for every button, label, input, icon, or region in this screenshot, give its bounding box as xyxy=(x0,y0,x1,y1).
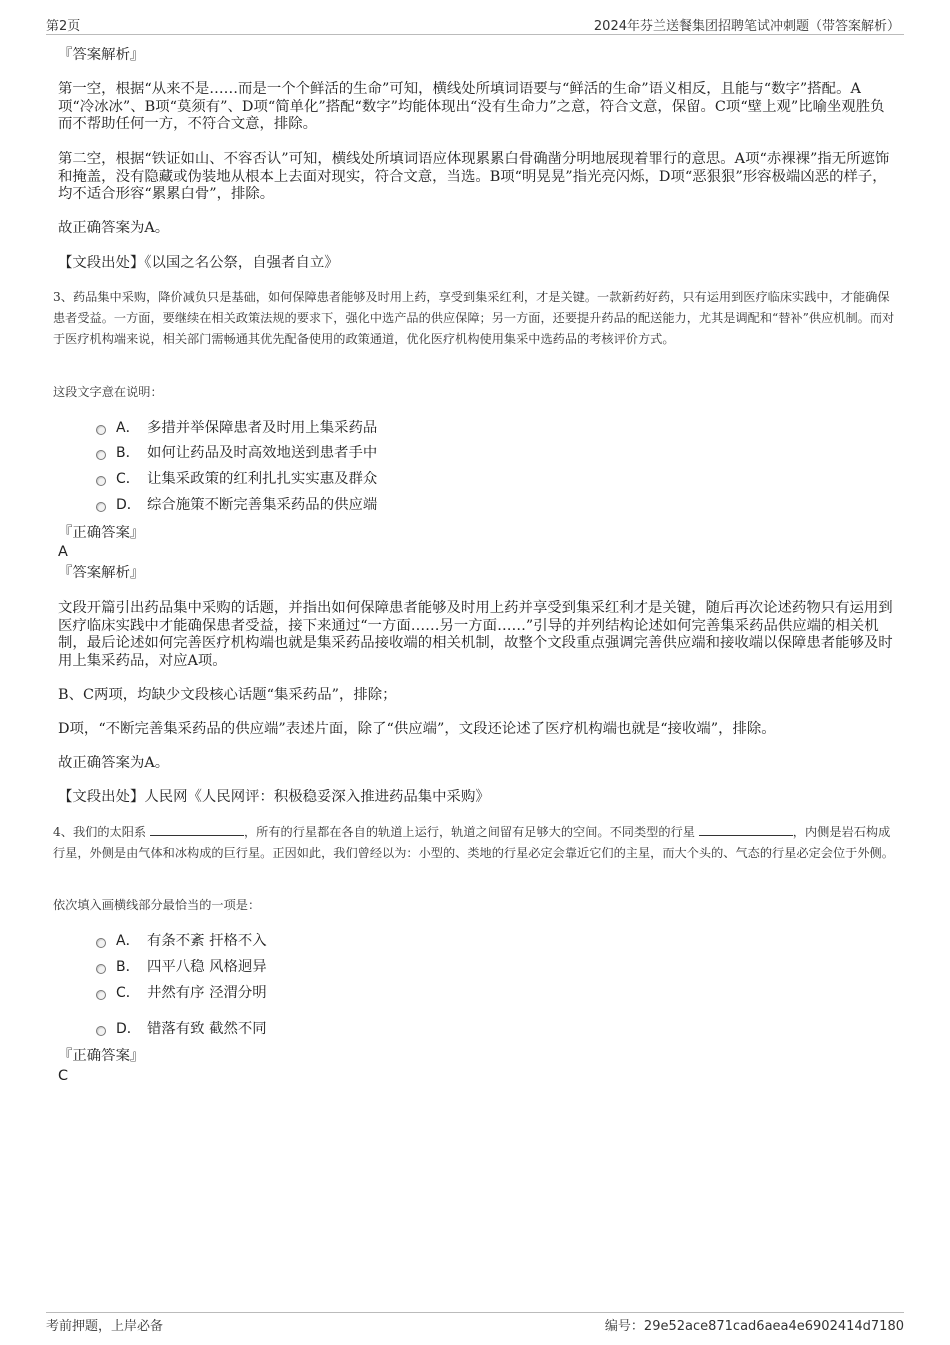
q4-answer: C xyxy=(58,1068,69,1084)
document-id: 编号：29e52ace871cad6aea4e6902414d7180 xyxy=(604,1319,904,1334)
q2-source: 【文段出处】《以国之名公祭，自强者自立》 xyxy=(58,255,339,271)
q3-analysis-label: 『答案解析』 xyxy=(58,565,145,581)
q2-analysis-label: 『答案解析』 xyxy=(58,47,145,63)
q4-answer-label: 『正确答案』 xyxy=(58,1048,145,1064)
q3-analysis-para2: B、C两项，均缺少文段核心话题“集采药品”，排除； xyxy=(58,687,397,703)
q2-conclusion: 故正确答案为A。 xyxy=(58,220,170,236)
page-header xyxy=(46,12,904,35)
document-title: 2024年芬兰送餐集团招聘笔试冲刺题（带答案解析） xyxy=(593,19,900,34)
radio-icon[interactable] xyxy=(96,1026,106,1036)
q2-analysis-para2: 第二空，根据“铁证如山、不容否认”可知，横线处所填词语应体现累累白骨确凿分明地展现着罪行的意思。A项“赤裸裸”指无所遮饰和掩盖，没有隐藏或伪装地从根本上去面对现实，符合文意，当选。B项“明晃晃”指光亮闪烁，D项“恶狠狠”形容极端凶恶的样子，均不适合形容“累累白骨”，排除。 xyxy=(58,151,890,202)
radio-icon[interactable] xyxy=(96,964,106,974)
radio-icon[interactable] xyxy=(96,450,106,460)
fill-blank-2 xyxy=(699,823,793,836)
q4-prompt: 依次填入画横线部分最恰当的一项是： xyxy=(53,898,261,912)
radio-icon[interactable] xyxy=(96,990,106,1000)
page-number: 第2页 xyxy=(46,19,81,34)
radio-icon[interactable] xyxy=(96,938,106,948)
q4-option-b[interactable]: B． 四平八稳 风格迥异 xyxy=(96,958,267,976)
q3-option-a[interactable]: A． 多措并举保障患者及时用上集采药品 xyxy=(96,419,377,437)
q3-analysis-para3: D项，“不断完善集采药品的供应端”表述片面，除了“供应端”，文段还论述了医疗机构端也就是“接收端”，排除。 xyxy=(58,721,776,737)
q3-stem: 3、药品集中采购，降价减负只是基础，如何保障患者能够及时用上药，享受到集采红利，才是关键。一款新药好药，只有运用到医疗临床实践中，才能确保患者受益。一方面，要继续在相关政策法规的要求下，强化中选产品的供应保障；另一方面，还要提升药品的配送能力，尤其是调配和“替补”供应机制。而对于医疗机构端来说，相关部门需畅通其优先配备使用的政策通道，优化医疗机构使用集采中选药品的考核评价方式。 xyxy=(53,290,895,346)
footer-slogan: 考前押题，上岸必备 xyxy=(46,1319,164,1334)
q3-analysis-para1: 文段开篇引出药品集中采购的话题，并指出如何保障患者能够及时用上药并享受到集采红利才是关键，随后再次论述药物只有运用到医疗临床实践中才能确保患者受益，接下来通过“一方面……另一方面……”引导的并列结构论述如何完善集采药品供应端的相关机制，最后论述如何完善医疗机构端也就是集采药品接收端的相关机制，故整个文段重点强调完善供应端和接收端以保障患者能够及时用上集采药品，对应A项。 xyxy=(58,600,893,669)
q3-prompt: 这段文字意在说明： xyxy=(53,385,163,399)
q3-answer-label: 『正确答案』 xyxy=(58,525,145,541)
q3-option-d[interactable]: D． 综合施策不断完善集采药品的供应端 xyxy=(96,496,377,514)
q3-conclusion: 故正确答案为A。 xyxy=(58,755,170,771)
page-footer xyxy=(46,1312,904,1335)
q3-source: 【文段出处】人民网《人民网评：积极稳妥深入推进药品集中采购》 xyxy=(58,789,490,805)
q3-option-c[interactable]: C． 让集采政策的红利扎扎实实惠及群众 xyxy=(96,470,377,488)
q4-option-c[interactable]: C． 井然有序 泾渭分明 xyxy=(96,984,267,1002)
radio-icon[interactable] xyxy=(96,476,106,486)
q2-analysis-para1: 第一空，根据“从来不是……而是一个个鲜活的生命”可知，横线处所填词语要与“鲜活的生命”语义相反，且能与“数字”搭配。A项“冷冰冰”、B项“莫须有”、D项“简单化”搭配“数字”均能体现出“没有生命力”之意，符合文意，保留。C项“壁上观”比喻坐观胜负而不帮助任何一方，不符合文意，排除。 xyxy=(58,81,885,132)
q3-option-b[interactable]: B． 如何让药品及时高效地送到患者手中 xyxy=(96,444,377,462)
q4-option-d[interactable]: D． 错落有致 截然不同 xyxy=(96,1020,267,1038)
q4-option-a[interactable]: A． 有条不紊 扞格不入 xyxy=(96,932,267,950)
q3-answer: A xyxy=(58,544,68,560)
q4-stem: 4、我们的太阳系 ，所有的行星都在各自的轨道上运行，轨道之间留有足够大的空间。不同类型的行星 ，内侧是岩石构成行星，外侧是由气体和冰构成的巨行星。正因如此，我们曾经以为：小型的、类地的行星必定会靠近它们的主星，而大个头的、气态的行星必定会位于外侧。 xyxy=(53,825,894,860)
radio-icon[interactable] xyxy=(96,425,106,435)
fill-blank-1 xyxy=(150,823,244,836)
radio-icon[interactable] xyxy=(96,502,106,512)
